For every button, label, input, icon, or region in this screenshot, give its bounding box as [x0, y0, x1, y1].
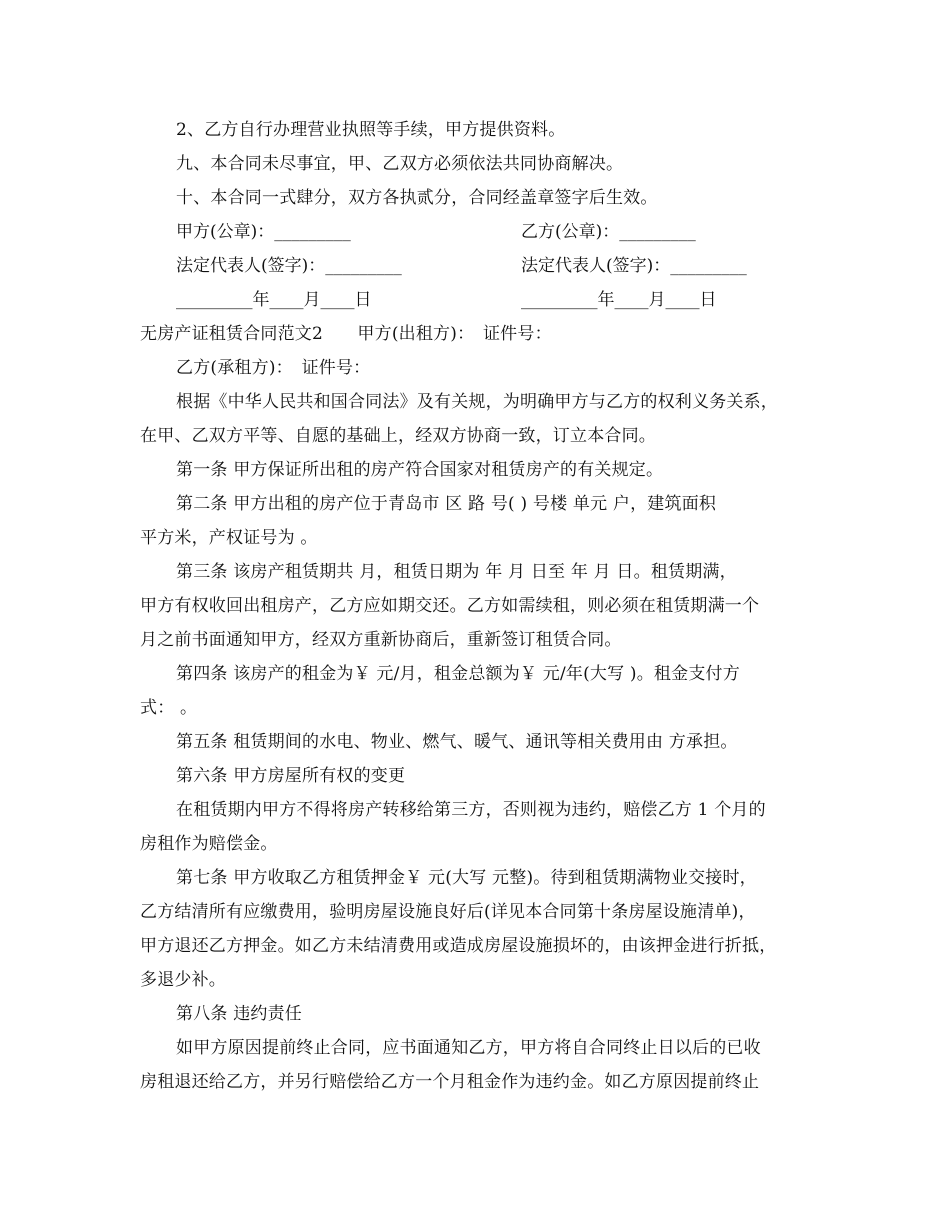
party-a-date-line: _________年____月____日	[176, 290, 372, 310]
article-3-line-1: 第三条 该房产租赁期共 月，租赁日期为 年 月 日至 年 月 日。租赁期满，	[176, 562, 737, 582]
party-b-representative-line: 法定代表人(签字)：_________	[521, 256, 747, 276]
template-2-title-line: 无房产证租赁合同范文2 甲方(出租方)： 证件号：	[140, 324, 552, 344]
party-b-seal-line: 乙方(公章)：_________	[521, 222, 696, 242]
party-b-date-line: _________年____月____日	[521, 290, 717, 310]
article-3-line-3: 月之前书面通知甲方，经双方重新协商后，重新签订租赁合同。	[140, 630, 622, 650]
article-6-line-2: 房租作为赔偿金。	[140, 834, 278, 854]
article-7-line-2: 乙方结清所有应缴费用，验明房屋设施良好后(详见本合同第十条房屋设施清单)，	[140, 902, 756, 922]
party-a-seal-line: 甲方(公章)：_________	[176, 222, 351, 242]
clause-ten: 十、本合同一式肆分，双方各执贰分，合同经盖章签字后生效。	[176, 188, 658, 208]
article-1: 第一条 甲方保证所出租的房产符合国家对租赁房产的有关规定。	[176, 460, 664, 480]
preamble-line-1: 根据《中华人民共和国合同法》及有关规，为明确甲方与乙方的权利义务关系，	[176, 392, 778, 412]
article-7-line-4: 多退少补。	[140, 970, 226, 990]
article-8-line-1: 如甲方原因提前终止合同，应书面通知乙方，甲方将自合同终止日以后的已收	[176, 1038, 761, 1058]
article-4-line-2: 式： 。	[140, 698, 198, 718]
article-8-line-2: 房租退还给乙方，并另行赔偿给乙方一个月租金作为违约金。如乙方原因提前终止	[140, 1072, 760, 1092]
article-8-heading: 第八条 违约责任	[176, 1004, 303, 1024]
party-a-representative-line: 法定代表人(签字)：_________	[176, 256, 402, 276]
article-3-line-2: 甲方有权收回出租房产，乙方应如期交还。乙方如需续租，则必须在租赁期满一个	[140, 596, 760, 616]
clause-2-license: 2、乙方自行办理营业执照等手续，甲方提供资料。	[176, 120, 566, 140]
article-4-line-1: 第四条 该房产的租金为￥ 元/月，租金总额为￥ 元/年(大写 )。租金支付方	[176, 664, 740, 684]
article-7-line-1: 第七条 甲方收取乙方租赁押金￥ 元(大写 元整)。待到租赁期满物业交接时，	[176, 868, 757, 888]
article-2-line-1: 第二条 甲方出租的房产位于青岛市 区 路 号( ) 号楼 单元 户，建筑面积	[176, 494, 717, 514]
article-5: 第五条 租赁期间的水电、物业、燃气、暖气、通讯等相关费用由 方承担。	[176, 732, 738, 752]
tenant-line: 乙方(承租方)： 证件号：	[176, 358, 371, 378]
clause-nine: 九、本合同未尽事宜，甲、乙双方必须依法共同协商解决。	[176, 154, 624, 174]
article-2-line-2: 平方米，产权证号为 。	[140, 528, 318, 548]
article-7-line-3: 甲方退还乙方押金。如乙方未结清费用或造成房屋设施损坏的，由该押金进行折抵，	[140, 936, 777, 956]
article-6-heading: 第六条 甲方房屋所有权的变更	[176, 766, 406, 786]
preamble-line-2: 在甲、乙双方平等、自愿的基础上，经双方协商一致，订立本合同。	[140, 426, 656, 446]
article-6-line-1: 在租赁期内甲方不得将房产转移给第三方，否则视为违约，赔偿乙方 1 个月的	[176, 800, 766, 820]
